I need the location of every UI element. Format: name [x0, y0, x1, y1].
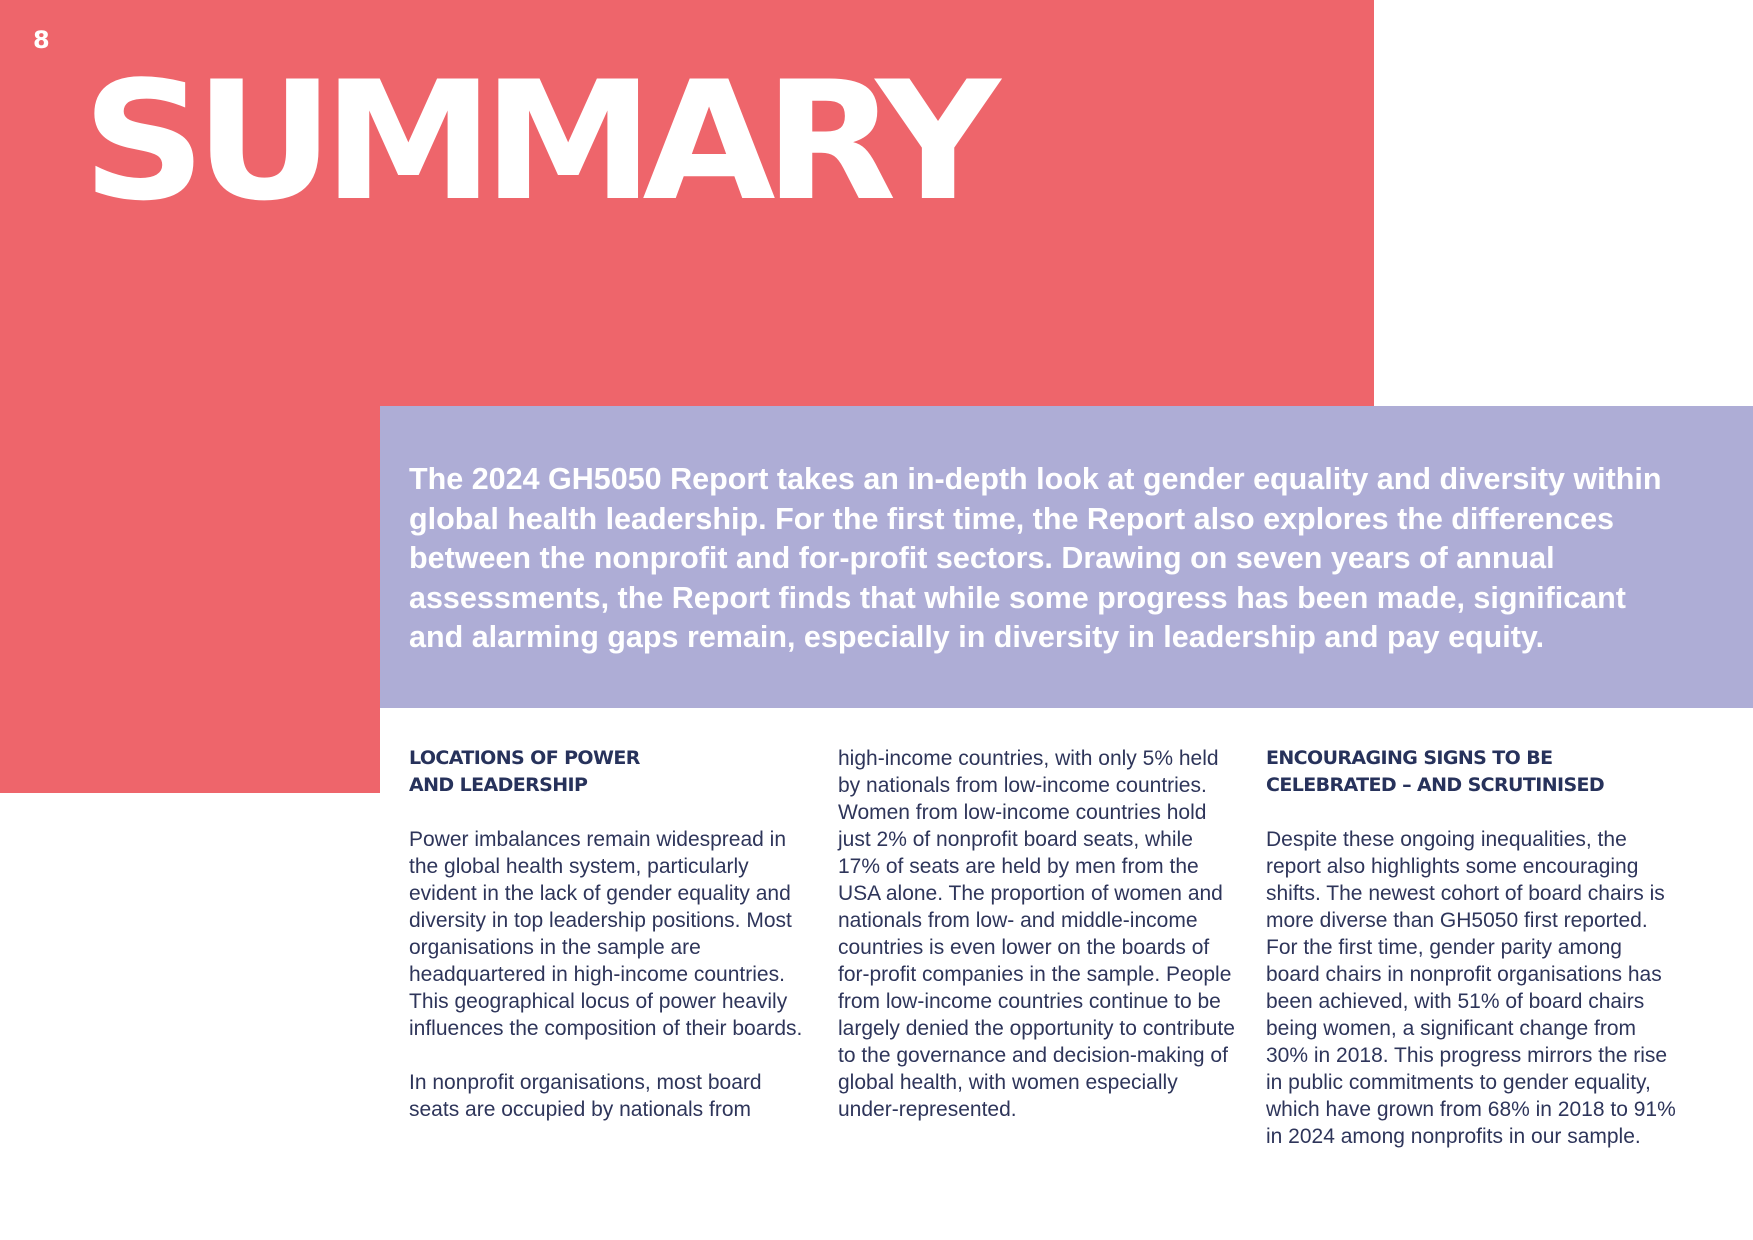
locations-of-power-column [409, 745, 809, 1123]
continued-text-column [838, 745, 1238, 1123]
body-paragraph: high-income countries, with only 5% held by nationals from low-income countries. Women from low-income countries hold just 2% of nonprofit board seats, while 17% of seats are held by men from the USA alone. The proportion of women and nationals from low- and middle-income countries is even lower on the boards of for-profit companies in the sample. People from low-income countries continue to be largely denied the opportunity to contribute to the governance and decision-making of global health, with women especially under-represented. [838, 747, 1235, 1121]
heading-line: AND LEADERSHIP [409, 774, 588, 796]
body-paragraph: Despite these ongoing inequalities, the report also highlights some encouraging shifts. The newest cohort of board chairs is more diverse than GH5050 first reported. For the first time, gender parity among board chairs in nonprofit organisations has been achieved, with 51% of board chairs being women, a significant change from 30% in 2018. This progress mirrors the rise in public commitments to gender equality, which have grown from 68% in 2018 to 91% in 2024 among nonprofits in our sample. [1266, 828, 1676, 1148]
heading-line: CELEBRATED – AND SCRUTINISED [1266, 774, 1605, 796]
intro-text: The 2024 GH5050 Report takes an in-depth look at gender equality and diversity within global health leadership. For the first time, the Report also explores the differences between the nonprofit and for-profit sectors. Drawing on seven years of annual assessments, the Report finds that while some progress has been made, significant and alarming gaps remain, especially in diversity in leadership and pay equity. [409, 462, 1662, 654]
encouraging-signs-column [1266, 745, 1676, 1150]
body-paragraph: In nonprofit organisations, most board seats are occupied by nationals from [409, 1071, 762, 1121]
body-paragraph: Power imbalances remain widespread in the global health system, particularly evident in the lack of gender equality and diversity in top leadership positions. Most organisations in the sample are headquartered in high-income countries. This geographical locus of power heavily influences the composition of their boards. [409, 828, 803, 1040]
heading-line: LOCATIONS OF POWER [409, 747, 640, 769]
coral-side-block [0, 406, 380, 793]
heading-line: ENCOURAGING SIGNS TO BE [1266, 747, 1553, 769]
locations-of-power-heading [409, 745, 809, 799]
page-title: SUMMARY [82, 46, 989, 237]
page-number: 8 [33, 26, 50, 54]
encouraging-signs-heading [1266, 745, 1676, 799]
